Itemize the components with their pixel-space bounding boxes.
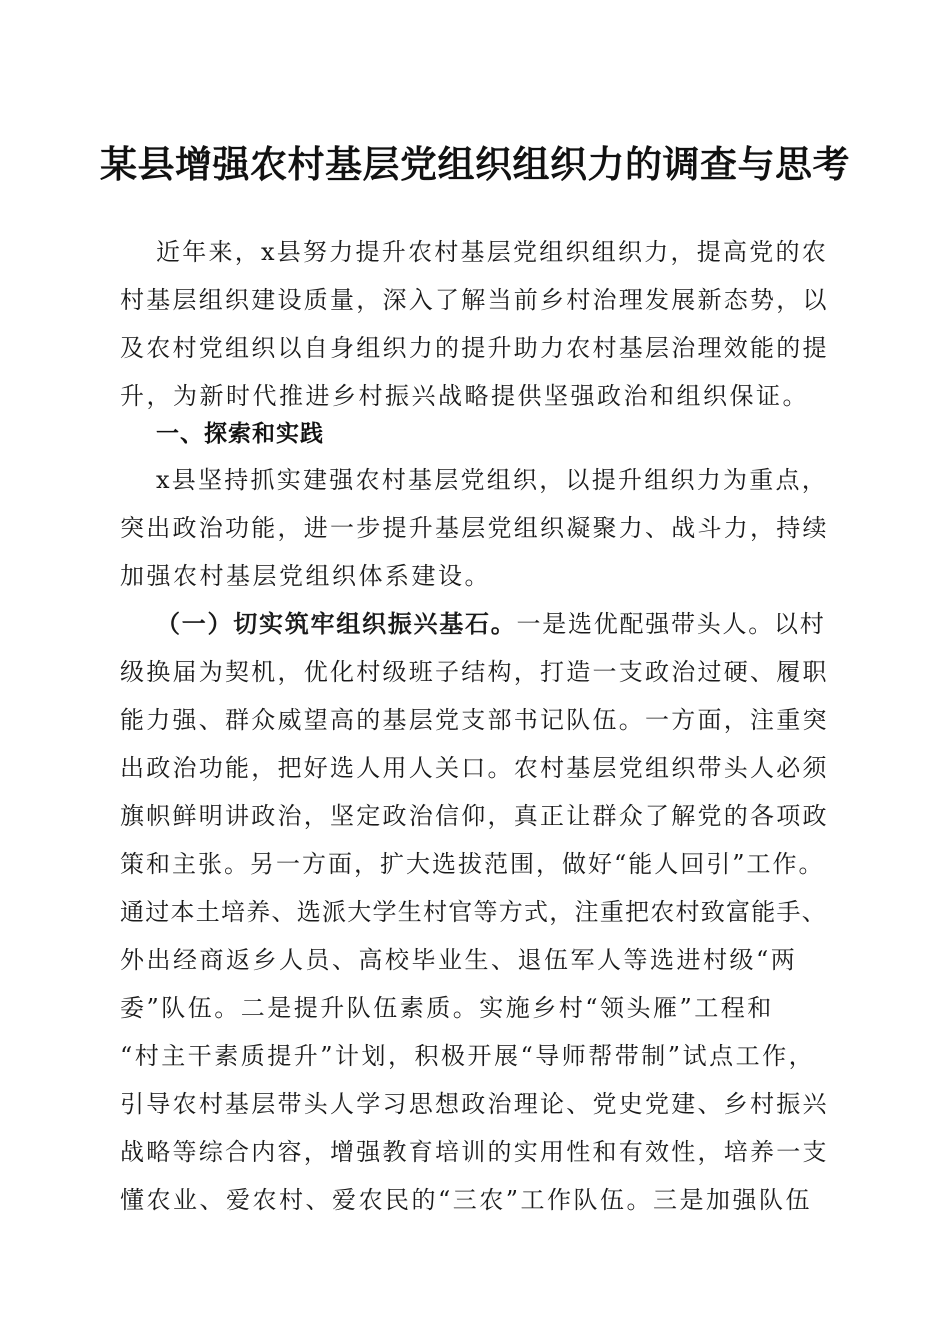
para2-line-3: 加强农村基层党组织体系建设。 (120, 562, 491, 590)
para2-line-1: x县坚持抓实建强农村基层党组织，以提升组织力为重点， (156, 466, 829, 494)
para3-line-1 (156, 608, 826, 640)
para3-line-7: 通过本土培养、选派大学生村官等方式，注重把农村致富能手、 (120, 898, 827, 926)
para1-line-4: 升，为新时代推进乡村振兴战略提供坚强政治和组织保证。 (120, 382, 809, 410)
para1-line-2: 村基层组织建设质量，深入了解当前乡村治理发展新态势，以 (120, 286, 829, 314)
para3-line-13: 懂农业、爱农村、爱农民的“三农”工作队伍。三是加强队伍 (120, 1186, 813, 1214)
para2-line-2: 突出政治功能，进一步提升基层党组织凝聚力、战斗力，持续 (120, 514, 829, 542)
para3-line-5: 旗帜鲜明讲政治，坚定政治信仰，真正让群众了解党的各项政 (120, 802, 829, 830)
para3-line-11: 引导农村基层带头人学习思想政治理论、党史党建、乡村振兴 (120, 1090, 829, 1118)
para3-line-1-rest: 一是选优配强带头人。以村 (516, 610, 826, 638)
para3-line-10: “村主干素质提升”计划，积极开展“导师帮带制”试点工作， (120, 1042, 816, 1070)
para3-line-12: 战略等综合内容，增强教育培训的实用性和有效性，培养一支 (120, 1138, 829, 1166)
para3-line-4: 出政治功能，把好选人用人关口。农村基层党组织带头人必须 (120, 754, 829, 782)
para3-line-9: 委”队伍。二是提升队伍素质。实施乡村“领头雁”工程和 (120, 994, 774, 1022)
para3-line-8: 外出经商返乡人员、高校毕业生、退伍军人等选进村级“两 (120, 946, 798, 974)
document-title: 某县增强农村基层党组织组织力的调查与思考 (100, 142, 850, 186)
para1-line-3: 及农村党组织以自身组织力的提升助力农村基层治理效能的提 (120, 334, 829, 362)
para3-line-6: 策和主张。另一方面，扩大选拔范围，做好“能人回引”工作。 (120, 850, 825, 878)
para1-line-1: 近年来，x县努力提升农村基层党组织组织力，提高党的农 (156, 238, 829, 266)
para3-line-3: 能力强、群众威望高的基层党支部书记队伍。一方面，注重突 (120, 706, 829, 734)
para3-line-2: 级换届为契机，优化村级班子结构，打造一支政治过硬、履职 (120, 658, 829, 686)
section-heading-1: 一、探索和实践 (156, 421, 324, 447)
subsection-heading-1: （一）切实筑牢组织振兴基石。 (156, 609, 517, 638)
